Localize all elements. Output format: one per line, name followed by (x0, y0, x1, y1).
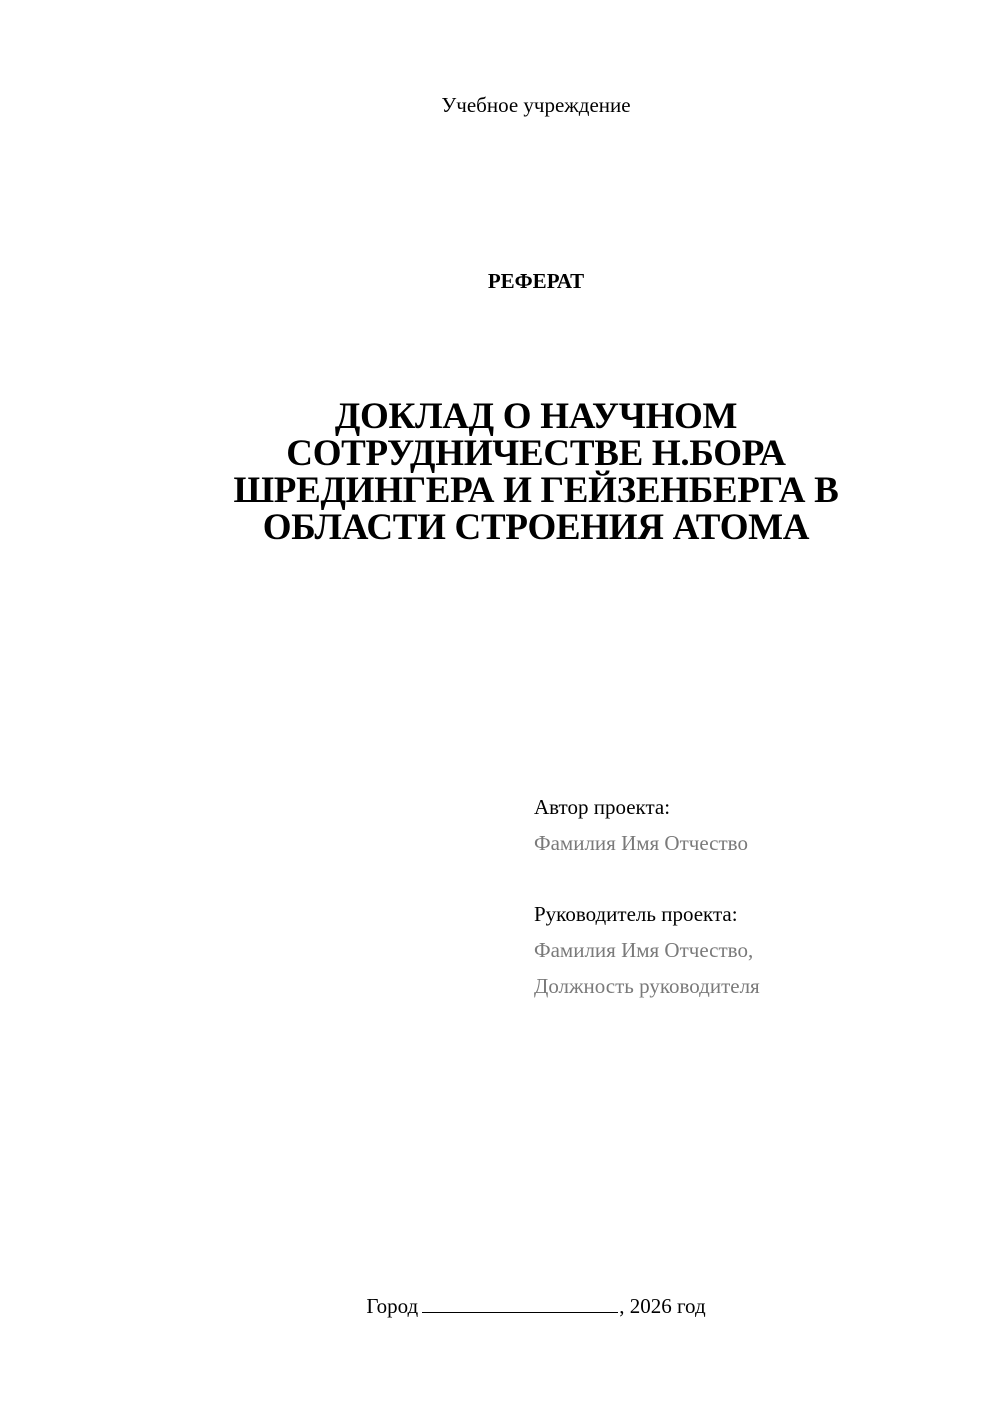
title-line: ШРЕДИНГЕРА И ГЕЙЗЕНБЕРГА В (233, 470, 839, 511)
spacer (534, 861, 760, 896)
author-name-placeholder: Фамилия Имя Отчество (534, 831, 748, 855)
institution-name: Учебное учреждение (441, 93, 631, 117)
city-label: Город (366, 1294, 419, 1318)
supervisor-name-placeholder: Фамилия Имя Отчество, (534, 938, 754, 962)
city-blank-line (422, 1290, 618, 1313)
report-title (150, 398, 922, 546)
title-line: ОБЛАСТИ СТРОЕНИЯ АТОМА (262, 507, 810, 548)
authorship-block (534, 789, 760, 1004)
supervisor-label: Руководитель проекта: (534, 902, 738, 926)
author-label: Автор проекта: (534, 795, 671, 819)
supervisor-position-placeholder: Должность руководителя (534, 974, 760, 998)
title-line: ДОКЛАД О НАУЧНОМ (334, 396, 738, 437)
footer-city-year (0, 1290, 1000, 1321)
year-text: , 2026 год (619, 1294, 706, 1318)
document-type: РЕФЕРАТ (487, 269, 585, 293)
title-line: СОТРУДНИЧЕСТВЕ Н.БОРА (286, 433, 786, 474)
